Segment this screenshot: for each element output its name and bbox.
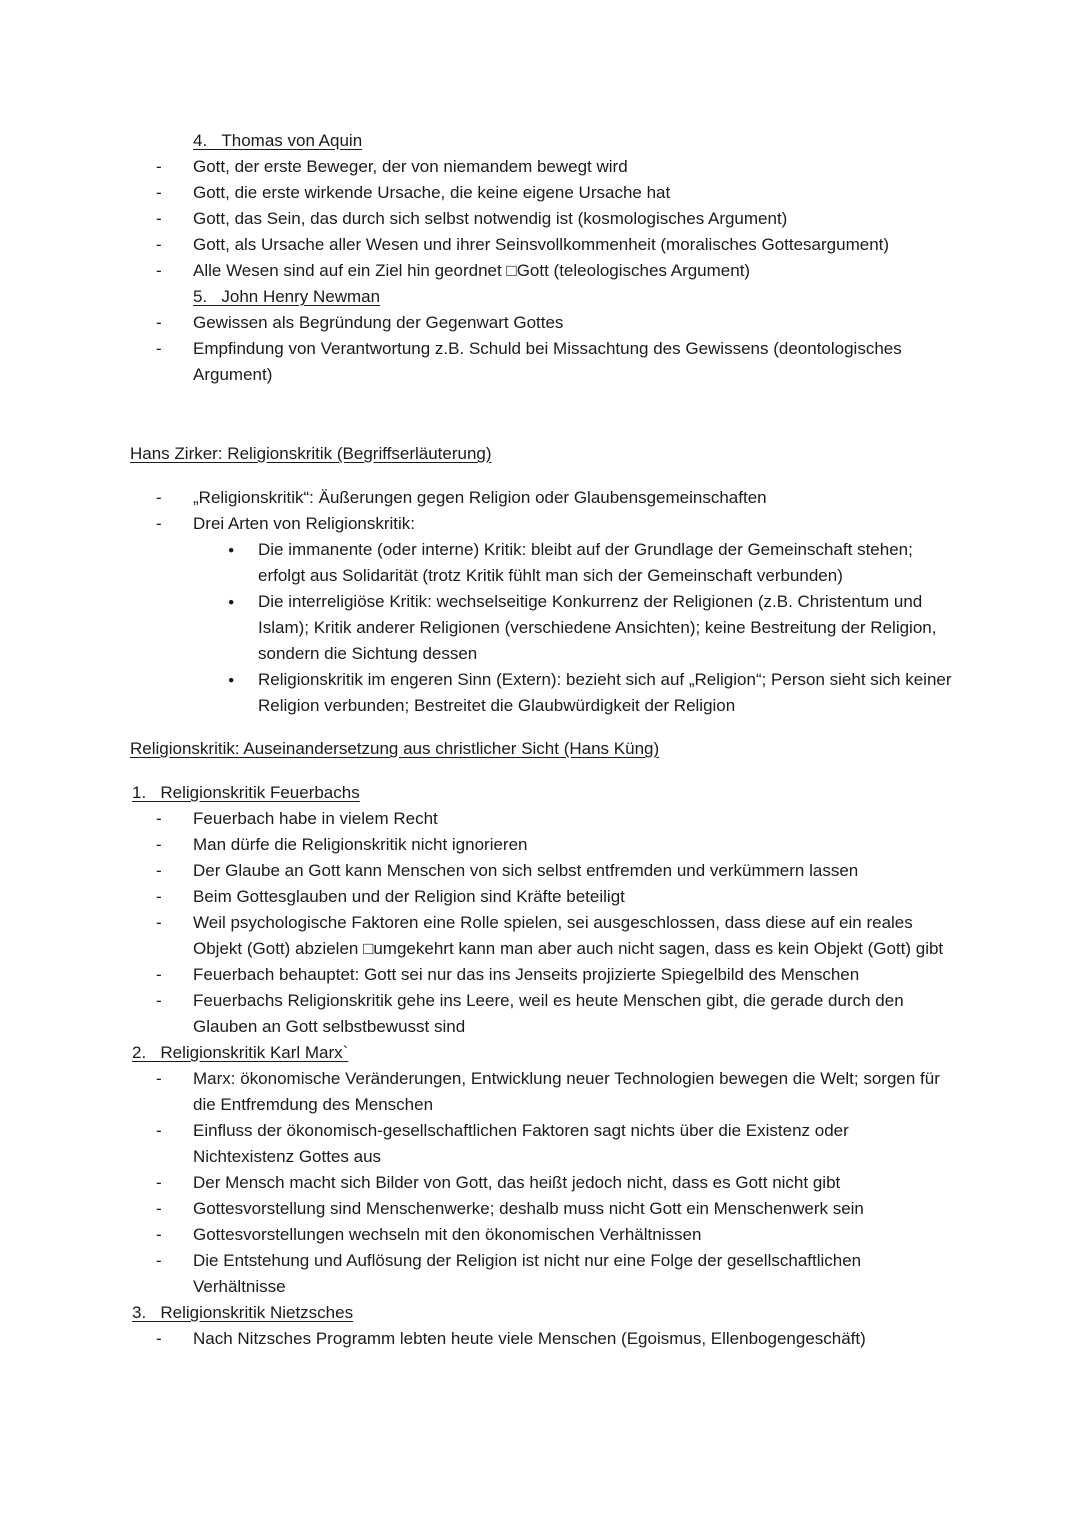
list-item-text: Weil psychologische Faktoren eine Rolle spielen, sei ausgeschlossen, dass diese auf ein reales Objekt (Gott) abzielen □umgekehrt kann man aber auch nicht sagen, dass es kein Objekt (Gott) gibt [193,913,944,958]
list-item-text: Beim Gottesglauben und der Religion sind Kräfte beteiligt [193,887,625,906]
numbered-heading-line [193,131,362,150]
list-number: 5. [193,287,208,306]
dash-list-item [130,206,952,232]
dash-list-item [130,832,952,858]
blank-space [130,388,952,424]
list-item-text: Gott, die erste wirkende Ursache, die keine eigene Ursache hat [193,183,671,202]
dash-marker: - [156,991,162,1010]
dash-marker: - [156,913,162,932]
list-item-text: Nach Nitzsches Programm lebten heute viele Menschen (Egoismus, Ellenbogengeschäft) [193,1329,866,1348]
dash-marker: - [156,861,162,880]
list-item-text: „Religionskritik“: Äußerungen gegen Religion oder Glaubensgemeinschaften [193,488,767,507]
list-item-text: Gott, das Sein, das durch sich selbst notwendig ist (kosmologisches Argument) [193,209,788,228]
dash-list-item [130,1248,952,1300]
numbered-heading-text: Thomas von Aquin [221,131,363,150]
dash-marker: - [156,1329,162,1348]
list-item-text: Empfindung von Verantwortung z.B. Schuld bei Missachtung des Gewissens (deontologisches Argument) [193,339,902,384]
dash-marker: - [156,835,162,854]
list-number: 3. [132,1303,147,1322]
bullet-marker: ● [228,544,235,556]
section-heading [130,736,952,762]
dash-list-item [130,1118,952,1170]
numbered-heading-line [132,1303,353,1322]
dash-marker: - [156,514,162,533]
dash-list-item [130,1326,952,1352]
list-item-text: Religionskritik im engeren Sinn (Extern): bezieht sich auf „Religion“; Person sieht sich keiner Religion verbunden; Bestreitet die Glaubwürdigkeit der Religion [258,670,952,715]
bullet-list-item [130,537,952,589]
numbered-heading-line [132,783,360,802]
numbered-heading-line [132,1043,348,1062]
list-item-text: Feuerbach habe in vielem Recht [193,809,438,828]
list-item-text: Einfluss der ökonomisch-gesellschaftlichen Faktoren sagt nichts über die Existenz oder Nichtexistenz Gottes aus [193,1121,849,1166]
dash-marker: - [156,1121,162,1140]
section-heading-text: Hans Zirker: Religionskritik (Begriffserläuterung) [130,444,492,463]
dash-list-item [130,336,952,388]
dash-list-item [130,1170,952,1196]
dash-list-item [130,232,952,258]
list-item-text: Gott, als Ursache aller Wesen und ihrer Seinsvollkommenheit (moralisches Gottesargument) [193,235,890,254]
list-item-text: Feuerbach behauptet: Gott sei nur das ins Jenseits projizierte Spiegelbild des Menschen [193,965,860,984]
dash-marker: - [156,488,162,507]
numbered-heading-text: Religionskritik Karl Marx` [160,1043,349,1062]
dash-marker: - [156,1199,162,1218]
dash-list-item [130,310,952,336]
numbered-heading-text: Religionskritik Nietzsches [160,1303,354,1322]
dash-marker: - [156,313,162,332]
dash-list-item [130,1222,952,1248]
list-item-text: Feuerbachs Religionskritik gehe ins Leere, weil es heute Menschen gibt, die gerade durch den Glauben an Gott selbstbewusst sind [193,991,904,1036]
dash-list-item [130,485,952,511]
list-item-text: Gewissen als Begründung der Gegenwart Gottes [193,313,564,332]
list-item-text: Gott, der erste Beweger, der von niemandem bewegt wird [193,157,628,176]
list-item-text: Gottesvorstellungen wechseln mit den ökonomischen Verhältnissen [193,1225,702,1244]
list-item-text: Drei Arten von Religionskritik: [193,514,416,533]
list-item-text: Die Entstehung und Auflösung der Religion ist nicht nur eine Folge der gesellschaftlichen Verhältnisse [193,1251,862,1296]
list-item-text: Der Glaube an Gott kann Menschen von sich selbst entfremden und verkümmern lassen [193,861,859,880]
dash-marker: - [156,261,162,280]
numbered-heading [130,780,952,806]
dash-list-item [130,1196,952,1222]
list-number: 4. [193,131,208,150]
dash-marker: - [156,209,162,228]
section-heading [130,441,952,467]
dash-marker: - [156,1069,162,1088]
list-item-text: Alle Wesen sind auf ein Ziel hin geordnet □Gott (teleologisches Argument) [193,261,751,280]
dash-list-item [130,258,952,284]
dash-marker: - [156,339,162,358]
dash-marker: - [156,1251,162,1270]
dash-list-item [130,910,952,962]
section-heading-text: Religionskritik: Auseinandersetzung aus christlicher Sicht (Hans Küng) [130,739,660,758]
bullet-list-item [130,667,952,719]
numbered-heading [130,128,952,154]
dash-marker: - [156,157,162,176]
dash-marker: - [156,183,162,202]
dash-list-item [130,988,952,1040]
bullet-marker: ● [228,596,235,608]
numbered-heading [130,1300,952,1326]
dash-marker: - [156,809,162,828]
bullet-marker: ● [228,674,235,686]
dash-list-item [130,1066,952,1118]
dash-list-item [130,511,952,537]
dash-list-item [130,884,952,910]
dash-marker: - [156,1173,162,1192]
dash-list-item [130,858,952,884]
dash-marker: - [156,1225,162,1244]
dash-list-item [130,962,952,988]
dash-marker: - [156,965,162,984]
list-number: 2. [132,1043,147,1062]
list-item-text: Gottesvorstellung sind Menschenwerke; deshalb muss nicht Gott ein Menschenwerk sein [193,1199,864,1218]
numbered-heading [130,284,952,310]
dash-marker: - [156,887,162,906]
dash-marker: - [156,235,162,254]
document-content [130,128,952,1352]
numbered-heading [130,1040,952,1066]
list-item-text: Man dürfe die Religionskritik nicht ignorieren [193,835,528,854]
dash-list-item [130,806,952,832]
dash-list-item [130,180,952,206]
numbered-heading-text: Religionskritik Feuerbachs [160,783,360,802]
list-number: 1. [132,783,147,802]
numbered-heading-line [193,287,380,306]
numbered-heading-text: John Henry Newman [221,287,381,306]
bullet-list-item [130,589,952,667]
list-item-text: Marx: ökonomische Veränderungen, Entwicklung neuer Technologien bewegen die Welt; sorgen für die Entfremdung des Menschen [193,1069,940,1114]
list-item-text: Die immanente (oder interne) Kritik: bleibt auf der Grundlage der Gemeinschaft stehen; erfolgt aus Solidarität (trotz Kritik fühlt man sich der Gemeinschaft verbunden) [258,540,913,585]
list-item-text: Der Mensch macht sich Bilder von Gott, das heißt jedoch nicht, dass es Gott nicht gibt [193,1173,841,1192]
dash-list-item [130,154,952,180]
list-item-text: Die interreligiöse Kritik: wechselseitige Konkurrenz der Religionen (z.B. Christentum und Islam); Kritik anderer Religionen (verschiedene Ansichten); keine Bestreitung der Religion, sondern die Sichtung dessen [258,592,937,663]
